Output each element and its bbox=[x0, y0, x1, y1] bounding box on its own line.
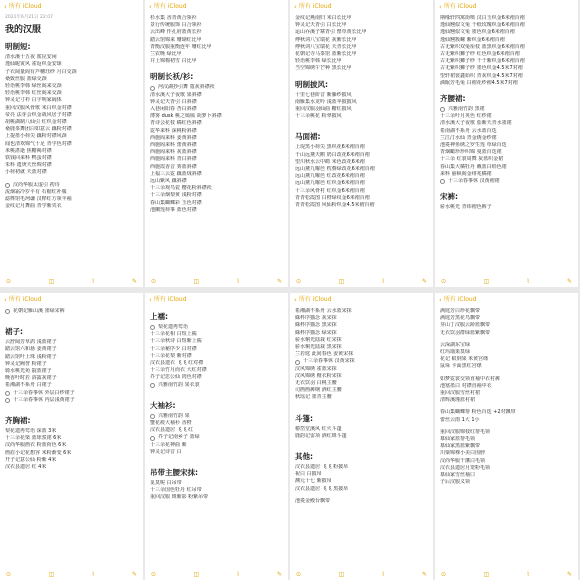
back-to-folders-button[interactable] bbox=[0, 0, 143, 13]
back-label: 所有 iCloud bbox=[8, 2, 42, 10]
note-line: 钟灵记天青引 白斜襟 bbox=[150, 98, 197, 105]
back-to-folders-button[interactable] bbox=[145, 0, 288, 13]
chevron-left-icon: ‹ bbox=[4, 2, 7, 11]
checklist-item bbox=[150, 382, 283, 389]
note-line: 满庭芳白珍花飘带 bbox=[440, 308, 481, 314]
back-label: 所有 iCloud bbox=[443, 295, 477, 303]
checkbox-circle-icon[interactable] bbox=[150, 383, 155, 388]
note-line: 川粟锦裸小美白围脖 bbox=[440, 450, 486, 457]
note-line: 重回汉服 斑紫影 粉紫吊带 bbox=[150, 494, 209, 501]
note-body[interactable] bbox=[290, 13, 433, 209]
checkbox-circle-icon[interactable] bbox=[150, 325, 155, 330]
note-body[interactable] bbox=[435, 13, 578, 211]
note-line: 骄水桃光 青纬褶色裤子 bbox=[440, 204, 492, 211]
note-line: 西施阁来科 灰蓝斜襟 bbox=[150, 149, 197, 156]
note-line: 十三余烟梨黄 浅粉对襟 bbox=[150, 192, 202, 199]
blank-line bbox=[5, 404, 138, 409]
note-line: 上堤黑小荷尖 黑织花6米褶百褶 bbox=[295, 144, 365, 151]
note-line: 古无紫织狮子纱 千千紫织金6米褶百褶 bbox=[440, 58, 525, 65]
compose-icon[interactable]: ✎ bbox=[566, 277, 572, 285]
section-heading: 吊带主腰宋抹: bbox=[150, 468, 198, 478]
note-line: 池菱神鱼绣之罗生莲 草绿百迭 bbox=[440, 142, 507, 149]
note-line: 池蘭莲荷事 蓝色对襟 bbox=[150, 206, 197, 213]
bottom-toolbar bbox=[435, 569, 578, 580]
checklist-item-text: 十三余春事休 内层浅黄裙子 bbox=[13, 396, 75, 403]
note-panel bbox=[290, 293, 433, 580]
note-panel bbox=[0, 293, 143, 580]
note-line: 踏云馆锦来 珊瑚红比甲 bbox=[150, 36, 202, 43]
blank-line bbox=[150, 389, 283, 394]
checklist-item bbox=[295, 358, 428, 365]
back-to-folders-button[interactable] bbox=[145, 293, 288, 306]
back-label: 所有 iCloud bbox=[8, 295, 42, 303]
checklist-item bbox=[150, 413, 283, 420]
note-line: 汉风锦绣 雀蓝宋抹 bbox=[295, 365, 337, 372]
note-line: 景行传统服饰 白合领衫 bbox=[150, 22, 202, 29]
blank-line bbox=[295, 120, 428, 125]
compose-icon[interactable]: ✎ bbox=[566, 570, 572, 578]
note-line: 觅莫呢 白吊带 bbox=[150, 480, 182, 487]
note-line: 画眉小记花想容 米粉渐变 6米 bbox=[5, 449, 72, 456]
blank-line bbox=[150, 456, 283, 461]
note-line: 上提墨小荷尖 藕粉对襟风颈 bbox=[5, 133, 67, 140]
note-line: 汉衣县遗居 红 4米 bbox=[5, 464, 47, 471]
note-line: 滴眠芳毛兔 白褶花纱褶4.5米7对褶 bbox=[440, 79, 518, 86]
checkbox-circle-icon[interactable] bbox=[5, 391, 10, 396]
note-line: 鹿韵记雷项 酒红斑斗篷 bbox=[295, 432, 347, 439]
markup-icon[interactable]: ⌇ bbox=[236, 277, 240, 285]
note-line: 蟹花痕大袖衫 香橙 bbox=[150, 420, 192, 427]
markup-icon[interactable]: ⌇ bbox=[381, 570, 385, 578]
note-line: 青青松霞图 白橙绿纹金6米褶百褶 bbox=[295, 194, 370, 201]
note-line: 当空锦绣午芒种 黑长比甲 bbox=[295, 65, 352, 72]
note-body[interactable] bbox=[145, 306, 288, 502]
note-line: 骄水桐光陆栽 黑宋抹 bbox=[295, 344, 342, 351]
checklist-icon[interactable]: ⊙ bbox=[6, 277, 12, 285]
note-line: 重回汉服雪丝衬裙 bbox=[440, 390, 481, 397]
note-line: 无衣饮羽群绿蓝紫飘带 bbox=[440, 329, 491, 336]
note-line: 金纹记燕南归 米白长比甲 bbox=[295, 15, 352, 21]
back-to-folders-button[interactable] bbox=[435, 0, 578, 13]
note-line: 鼠垛 卡面黑红宫绦 bbox=[440, 363, 482, 370]
note-line: 南雁集水龙吟 浅蓝苹披披风 bbox=[295, 98, 357, 105]
note-line: 十三余竹月而衣 大红对襟 bbox=[150, 367, 207, 374]
note-line: 开子记意公仙 粉紫 4米 bbox=[5, 456, 57, 463]
checklist-item bbox=[5, 308, 138, 315]
note-line: 汉尚华服画衣 粉蓝荷色 6米 bbox=[5, 442, 67, 449]
checklist-item bbox=[150, 324, 283, 331]
note-line: 桑鹿茶舞团白如意云 藕粉对襟 bbox=[5, 126, 72, 133]
note-panel bbox=[145, 293, 288, 580]
checkbox-circle-icon[interactable] bbox=[440, 179, 445, 184]
note-line: 綠杯序猫念 绿宋抹 bbox=[295, 329, 337, 336]
chevron-left-icon: ‹ bbox=[149, 295, 152, 304]
note-line: 清水溪大子夜歌 果斜襟 bbox=[150, 91, 202, 98]
note-line: 青青松霞图 风仙粉织金4.5米褶百褶 bbox=[295, 202, 375, 209]
note-line: 芽山丁汉服云龄蓝飘带 bbox=[440, 322, 491, 329]
checkbox-circle-icon[interactable] bbox=[440, 107, 445, 112]
note-line: 重回汉服风骨歌 米白织金对襟 bbox=[5, 104, 72, 111]
back-label: 所有 iCloud bbox=[443, 2, 477, 10]
note-line: 子后汉服义领 bbox=[440, 479, 471, 486]
checklist-item bbox=[440, 178, 573, 185]
note-line: 西施霞香音 雾蓝斜襟 bbox=[150, 163, 197, 170]
section-heading: 宋裤: bbox=[440, 192, 458, 202]
note-body[interactable] bbox=[0, 306, 143, 471]
bottom-toolbar bbox=[145, 276, 288, 287]
note-line: 十三余秋诗 白短紫上襦 bbox=[150, 338, 202, 345]
note-line: 椿岱堂溪风 红火斗篷 bbox=[295, 425, 342, 432]
note-line: 十三余秘序少 白对襟 bbox=[150, 345, 197, 352]
markup-icon[interactable]: ⌇ bbox=[526, 570, 530, 578]
note-line: 重回汉服锦枝红帮毛领 bbox=[440, 428, 491, 435]
note-panel bbox=[435, 293, 578, 580]
note-panel bbox=[0, 0, 143, 287]
note-line: 期缘轩四寓街喷 汉白玉织金6米褶百褶 bbox=[440, 15, 525, 21]
note-line: 帝亮 法芽会织金战风居子对襟 bbox=[5, 111, 72, 118]
note-line: 子衣阔量阁有芦穗珏纱 月白交颈 bbox=[5, 68, 77, 75]
note-line: 兰江汀水仙 青金绣金纱裙 bbox=[440, 134, 497, 141]
note-line: 希湘湖不系舟 云水蓝宋抹 bbox=[295, 308, 352, 314]
note-line: 轻语桃李韩 红丝阁来交颈 bbox=[5, 90, 62, 97]
bottom-toolbar bbox=[435, 276, 578, 287]
note-line: 望川秋水云中鹤 米色改花6米褶 bbox=[295, 158, 365, 165]
note-panel bbox=[145, 0, 288, 287]
back-label: 所有 iCloud bbox=[153, 295, 187, 303]
note-line: 踏云馆叶上珠 浅粉裙子 bbox=[5, 353, 57, 360]
checklist-icon[interactable]: ⊙ bbox=[441, 277, 447, 285]
checklist-item bbox=[5, 397, 138, 404]
note-body[interactable] bbox=[145, 13, 288, 214]
note-line: 十三余叶月英色 红纱裙 bbox=[440, 113, 492, 120]
back-label: 所有 iCloud bbox=[153, 2, 187, 10]
note-line: 兰若庭 此间春色 姜黄宋抹 bbox=[295, 351, 354, 358]
note-line: 司画画裤纲 酒红主腰 bbox=[295, 387, 342, 394]
note-line: 流烟霜冷岁平有 石榴红补服 bbox=[5, 188, 67, 195]
note-line: 胡桃湖制八仙引 红织金对襟 bbox=[5, 119, 67, 126]
note-line: 十三余花梨 紫对襟 bbox=[150, 352, 192, 359]
note-line: 钟灵记诗音 白 bbox=[150, 448, 182, 455]
note-line: 十三余桃花 粉翠披风 bbox=[295, 113, 342, 120]
checklist-item bbox=[150, 84, 283, 91]
markup-icon[interactable]: ⌇ bbox=[526, 277, 530, 285]
compose-icon[interactable]: ✎ bbox=[276, 277, 282, 285]
section-heading: 上襦: bbox=[150, 312, 168, 321]
note-line: 希南湖不系舟 云水蓝百迭 bbox=[440, 127, 497, 134]
bottom-toolbar bbox=[145, 569, 288, 580]
checkbox-circle-icon[interactable] bbox=[5, 183, 10, 188]
checklist-icon[interactable]: ⊙ bbox=[6, 570, 12, 578]
note-line: 朱科 遗庚天丝绸对襟 bbox=[5, 162, 52, 169]
note-line: 钟灵记天青引 白长比甲 bbox=[295, 22, 347, 29]
section-heading: 明制披风: bbox=[295, 79, 328, 89]
checklist-icon[interactable]: ⊙ bbox=[151, 277, 157, 285]
note-line: 汉尚华服干藩白毛领 bbox=[440, 457, 486, 464]
note-line: 云舒阔芳草鸽 浅蓝裙子 bbox=[5, 339, 57, 346]
note-line: 轻语桃李韩 绿丝阁来交颈 bbox=[5, 83, 62, 90]
chevron-left-icon: ‹ bbox=[149, 2, 152, 11]
note-line: 西施阁来科 青白斜襟 bbox=[150, 156, 197, 163]
back-to-folders-button[interactable] bbox=[290, 293, 433, 306]
note-line: 池菱金殿台飘带 bbox=[295, 497, 331, 504]
checklist-item-text: 十三余春事休 汉黄褶裙 bbox=[448, 178, 500, 185]
note-line: 古无紫织双兔衔枝 蓝黑织金6米褶百褶 bbox=[440, 43, 525, 50]
checklist-item bbox=[5, 182, 138, 189]
compose-icon[interactable]: ✎ bbox=[421, 277, 427, 285]
checklist-icon[interactable]: ⊙ bbox=[151, 570, 157, 578]
note-line: 十三余观鸟瓷 樱花粉斜襟袄 bbox=[150, 185, 212, 192]
bottom-toolbar bbox=[290, 276, 433, 287]
chevron-left-icon: ‹ bbox=[294, 295, 297, 304]
note-line: 逸仙昵寅风 雀返织金安颂 bbox=[5, 61, 62, 68]
section-heading: 其他: bbox=[295, 452, 313, 462]
note-line: 远山黛九曜芭 红改花6米褶百褶 bbox=[295, 173, 365, 180]
section-heading: 大袖衫: bbox=[150, 400, 176, 410]
note-line: 西施阁来科 姜黄斜襟 bbox=[150, 134, 197, 141]
section-heading: 马面裙: bbox=[295, 132, 321, 142]
note-line: 蕾丝云雨 1大 1小 bbox=[440, 416, 480, 423]
chevron-left-icon: ‹ bbox=[439, 295, 442, 304]
note-line: 春山集蝴蝶彩 玉色对襟 bbox=[150, 199, 202, 206]
section-heading: 裙子: bbox=[5, 327, 23, 337]
note-line: 春山集蝴蝶帮 粉色百迭 +2对飘带 bbox=[440, 409, 516, 416]
camera-icon[interactable]: ◫ bbox=[338, 277, 345, 285]
note-line: 秋瑶记 墨青主腰 bbox=[295, 394, 332, 401]
compose-icon[interactable]: ✎ bbox=[276, 570, 282, 578]
note-body[interactable] bbox=[290, 306, 433, 505]
note-line: 千山远黛天鹅 奶白改花6米褶百褶 bbox=[295, 151, 370, 158]
note-line: 轻语桃李韩 绿长比甲 bbox=[295, 58, 342, 65]
note-line: 十三余 红裳周舞 灰蓝织金裙 bbox=[440, 156, 504, 163]
section-heading: 斗篷: bbox=[295, 413, 313, 423]
compose-icon[interactable]: ✎ bbox=[131, 570, 137, 578]
checkbox-circle-icon[interactable] bbox=[150, 414, 155, 419]
note-line: 渊元十七 紫披帛 bbox=[295, 478, 332, 485]
compose-icon[interactable]: ✎ bbox=[131, 277, 137, 285]
note-line: 逸仙翘似文兔 千纸玫瑰织金6米褶百褶 bbox=[440, 22, 525, 29]
markup-icon[interactable]: ⌇ bbox=[381, 277, 385, 285]
checklist-icon[interactable]: ⊙ bbox=[441, 570, 447, 578]
note-line: 钟灵记阙誉 粉裙子 bbox=[5, 360, 47, 367]
note-line: 运山乔溪子寨青引 罂草黄长比甲 bbox=[295, 29, 367, 36]
note-line: 无衣饮羽 白桃主腰 bbox=[295, 380, 337, 387]
note-line: 希湘湖不系舟 白裙子 bbox=[5, 382, 52, 389]
checklist-item bbox=[5, 390, 138, 397]
blank-line bbox=[5, 315, 138, 320]
note-line: 满庭芳黑花鸟飘带 bbox=[440, 315, 481, 322]
note-line: 青烟瞰珍珍织锦 曼蓝百迭裙 bbox=[440, 149, 502, 156]
checklist-item-text: 河汉湖抄引舞 蔻灰斜襟袄 bbox=[158, 84, 215, 91]
blank-line bbox=[295, 440, 428, 445]
note-line: 逸仙翘似文兔 墨色织金6米褶百褶 bbox=[440, 29, 515, 36]
note-line: 上福三云霓 藕蓝绒斜襟 bbox=[150, 170, 202, 177]
note-line: 云出峰 作孔府蓝黄长衫 bbox=[150, 29, 202, 36]
note-line: 池塞墨白 对襟直袖中衣 bbox=[440, 382, 492, 389]
note-line: 桑致丝服 蓝绿交颈 bbox=[5, 75, 47, 82]
markup-icon[interactable]: ⌇ bbox=[91, 570, 95, 578]
note-line: 来科 丽顿阁金绯兆橘裙 bbox=[440, 170, 492, 177]
checklist-item-text: 花朝记雁山溪 墨绿宋裤 bbox=[13, 308, 65, 314]
section-heading: 齐胸裙: bbox=[5, 416, 31, 426]
camera-icon[interactable]: ◫ bbox=[193, 277, 200, 285]
note-panel bbox=[435, 0, 578, 287]
checklist-item-text: 十三余春事休 外层白纱裙子 bbox=[13, 389, 75, 396]
note-line: 汉衣县遗居月笼粉毛领 bbox=[440, 464, 491, 471]
note-line: 远山黛九曜芭 枕叠绿改花6米褶百褶 bbox=[295, 166, 375, 173]
markup-icon[interactable]: ⌇ bbox=[91, 277, 95, 285]
note-line: 芥子记思公仙 肉色对襟 bbox=[150, 374, 202, 381]
note-line: 骄水桐光陆栽 红宋抹 bbox=[295, 336, 342, 343]
note-line: 重回汉服羽仙曲 糖红披风 bbox=[295, 106, 352, 113]
note-line: 春山集大橘牡丹 戴蓝白绢色裙 bbox=[440, 163, 507, 170]
back-to-folders-button[interactable] bbox=[290, 0, 433, 13]
checklist-item-text: 兴雅南竹韵 黑裙 bbox=[448, 106, 485, 113]
note-line: 汉风锦绣 檀衣粉宋抹 bbox=[295, 372, 342, 379]
checkbox-circle-icon[interactable] bbox=[150, 436, 155, 441]
checklist-item-text: 十三余春事休 汉黄宋抹 bbox=[303, 358, 355, 365]
note-line: 滤桦馆毛珂谦 汉桦红方领半袖 bbox=[5, 196, 72, 203]
note-line: 汉衣县遗居 飞飞 黑披帛 bbox=[295, 485, 349, 492]
note-panel bbox=[290, 0, 433, 287]
checklist-item bbox=[150, 434, 283, 441]
checklist-icon[interactable]: ⊙ bbox=[296, 570, 302, 578]
checklist-icon[interactable]: ⊙ bbox=[296, 277, 302, 285]
note-line: 钟灵记寸衿 白字明家阔体 bbox=[5, 97, 62, 104]
note-line: 綠杯序猫念 黑宋抹 bbox=[295, 322, 337, 329]
bottom-toolbar bbox=[290, 569, 433, 580]
chevron-left-icon: ‹ bbox=[439, 2, 442, 11]
camera-icon[interactable]: ◫ bbox=[48, 277, 55, 285]
bottom-toolbar bbox=[0, 569, 143, 580]
note-line: 花朝记寺马茶馆 蓝紫长比甲 bbox=[295, 51, 357, 58]
note-line: 汉衣县遗居 飞飞 红 bbox=[150, 427, 194, 434]
note-line: 綠杯序猫念 灰宋抹 bbox=[295, 315, 337, 322]
checkbox-circle-icon[interactable] bbox=[5, 398, 10, 403]
note-line: 红玛瑙果莫绿 bbox=[440, 349, 471, 356]
note-line: 骑水桃光苑 靛蓝裙子 bbox=[5, 368, 52, 375]
note-line: 古无紫织狮子纱 红色织金6米褶百褶 bbox=[440, 51, 520, 58]
note-body[interactable] bbox=[435, 306, 578, 486]
note-line: 傅秋词八宝瑞花 天青长比甲 bbox=[295, 43, 357, 50]
note-line: 慕仙家黑蓝紫飘带 bbox=[440, 443, 481, 450]
note-line: 十三余花神曲 紫 bbox=[150, 441, 187, 448]
bottom-toolbar bbox=[0, 276, 143, 287]
checklist-item-text: 汉尚华服太虚引 初诗 bbox=[13, 181, 60, 188]
back-to-folders-button[interactable] bbox=[435, 293, 578, 306]
note-line: 铁钱回来科 鸭蛋对襟 bbox=[5, 155, 52, 162]
note-line: 汉衣县遗衣 飞飞 红对襟 bbox=[150, 360, 204, 367]
note-line: 逸仙翘簇螺 紫织金6米褶百褶 bbox=[440, 36, 505, 43]
checkbox-circle-icon[interactable] bbox=[295, 360, 300, 365]
note-line: 入巷闲阳春 杏白斜襟 bbox=[150, 106, 197, 113]
note-line: 霓华来科 深桃粉斜襟 bbox=[150, 127, 197, 134]
note-line: 十三余花相 白短上襦 bbox=[150, 331, 197, 338]
note-date: 2021年6月21日 22:07 bbox=[5, 15, 53, 20]
back-label: 所有 iCloud bbox=[298, 2, 332, 10]
section-heading: 明制长袄/衫: bbox=[150, 72, 194, 82]
note-line: 西施阁来科 蕾黄斜襟 bbox=[150, 142, 197, 149]
note-line: 十三余风骨衬 红织金6米褶百褶 bbox=[295, 187, 365, 194]
note-line: 慕仙家蓝帮毛领 bbox=[440, 436, 476, 443]
note-line: 并上锦棉初雪 白比甲 bbox=[150, 58, 197, 65]
note-line: 踏云馆六和悬 姜黄裙子 bbox=[5, 346, 57, 353]
note-line: 远山黛九曜芭 红织金6米褶百褶 bbox=[295, 180, 365, 187]
note-line: 梨花遗再莺语 深蓝 3米 bbox=[5, 428, 57, 435]
blank-line bbox=[295, 402, 428, 407]
note-title: 我的汉服 bbox=[5, 25, 42, 36]
checklist-item-text: 兴雅南竹韵 果 bbox=[158, 412, 190, 419]
camera-icon[interactable]: ◫ bbox=[338, 570, 345, 578]
checkbox-circle-icon[interactable] bbox=[5, 309, 10, 314]
checklist-item-text: 兴雅南竹韵 果衣裳 bbox=[158, 381, 200, 388]
note-line: 杉水集 香青黄合领衫 bbox=[150, 15, 197, 21]
markup-icon[interactable]: ⌇ bbox=[236, 570, 240, 578]
camera-icon[interactable]: ◫ bbox=[48, 570, 55, 578]
note-line: 晚香叶时若 浴露灰裙子 bbox=[5, 375, 57, 382]
note-line: 傅秋词八宝瑞花 灰紫长比甲 bbox=[295, 36, 357, 43]
checkbox-circle-icon[interactable] bbox=[150, 86, 155, 91]
note-line: 汉衣县遗居 飞飞 粉披帛 bbox=[295, 464, 349, 471]
note-line: 祝白 白披帛 bbox=[295, 471, 322, 478]
note-line: 闻也清欢锦气十足 青学色对襟 bbox=[5, 140, 72, 147]
note-line: 花记 蚁倒果 米黄宫绦 bbox=[440, 356, 489, 363]
note-line: 清辉溪瑾蓝衬裙 bbox=[440, 397, 476, 404]
note-line: 慕仙家雪丝袖口 bbox=[440, 472, 476, 479]
note-line: 兰农晚 绿比甲 bbox=[150, 51, 182, 58]
note-line: 小荷初就 天蓝对襟 bbox=[5, 169, 47, 176]
note-line: 十里七巷阶音 紫藤纱披风 bbox=[295, 91, 352, 98]
checklist-item-text: 梨花遗再莺语 bbox=[158, 324, 189, 330]
section-heading: 明制短: bbox=[5, 42, 31, 52]
note-line: 青诗会花枝 橘红色斜襟 bbox=[150, 120, 202, 127]
checklist-item-text: 芥子记南乡子 蓝绿 bbox=[158, 434, 200, 441]
note-line: 古无紫织狮子纱 墨色织金4.5米7对褶 bbox=[440, 65, 523, 72]
note-line: 望轩裙裳鑫始织 青灰织金4.5米7对褶 bbox=[440, 72, 523, 79]
back-to-folders-button[interactable] bbox=[0, 293, 143, 306]
note-body[interactable] bbox=[0, 14, 143, 210]
note-line: 如梦霓裳交领直袖中衣衬裤 bbox=[440, 375, 501, 382]
note-line: 清水溪大子夜歌 茄紫天青水墨裙 bbox=[440, 120, 512, 127]
back-label: 所有 iCloud bbox=[298, 295, 332, 303]
camera-icon[interactable]: ◫ bbox=[483, 570, 490, 578]
note-line: 远山紫风 藕斜襟 bbox=[150, 178, 187, 185]
camera-icon[interactable]: ◫ bbox=[483, 277, 490, 285]
note-line: 青衡汉服重衡连年 珊红比甲 bbox=[150, 43, 212, 50]
note-line: 十三余国色牡丹 红吊带 bbox=[150, 487, 202, 494]
compose-icon[interactable]: ✎ bbox=[421, 570, 427, 578]
note-line: 十三余花梁 蓝球浆裙 6米 bbox=[5, 435, 62, 442]
chevron-left-icon: ‹ bbox=[4, 295, 7, 304]
note-line: 薄雾 dusk 桃之嫣嫣 胡萝卜斜襟 bbox=[150, 113, 222, 120]
camera-icon[interactable]: ◫ bbox=[193, 570, 200, 578]
section-heading: 齐腰裙: bbox=[440, 94, 466, 104]
note-line: 金纹记月舞曲 青学紫夹衣 bbox=[5, 203, 62, 210]
chevron-left-icon: ‹ bbox=[294, 2, 297, 11]
checklist-item bbox=[440, 106, 573, 113]
note-line: 米桃湛逝 焦糖褐对襟 bbox=[5, 147, 52, 154]
note-line: 云深湖东宝绿 bbox=[440, 341, 471, 348]
note-line: 清水溪十五夜 鲨昆安闲 bbox=[5, 54, 57, 61]
